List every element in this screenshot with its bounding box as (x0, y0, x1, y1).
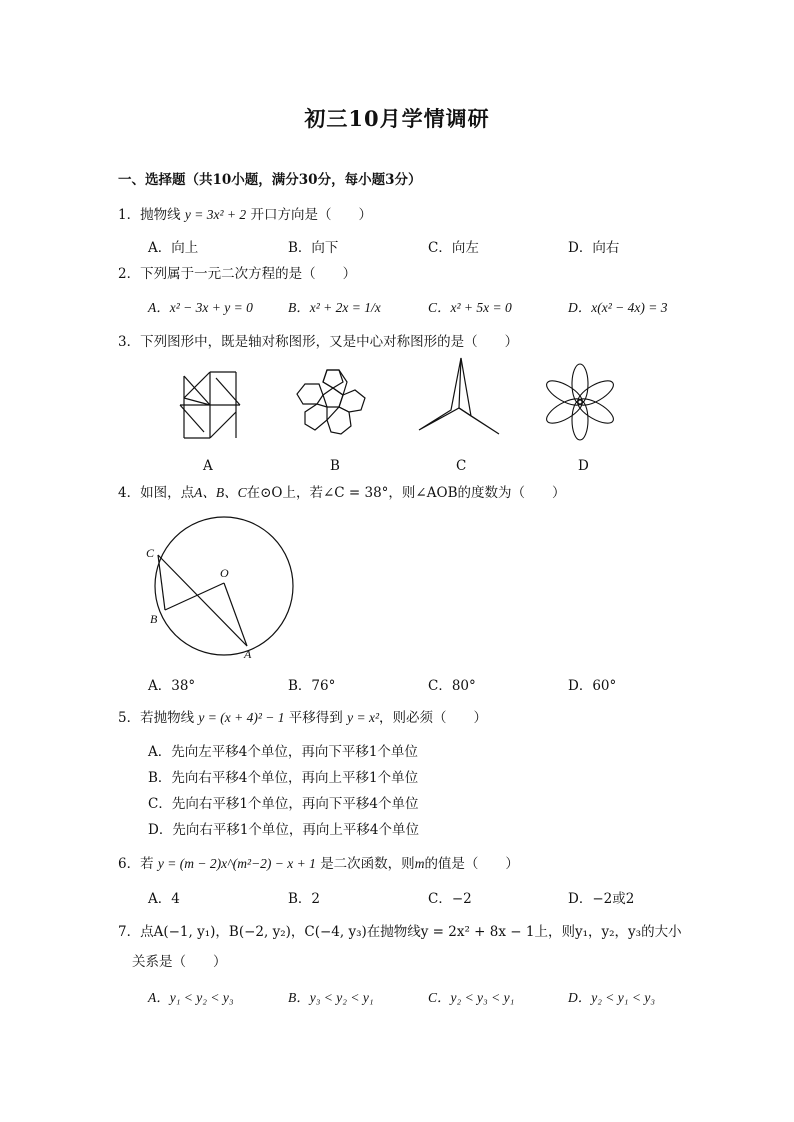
question-text: 若 (140, 856, 154, 872)
option-c[interactable]: C．y₂ < y₃ < y₁ (428, 990, 515, 1005)
option-d[interactable]: D．x(x² − 4x) = 3 (568, 300, 668, 315)
question-3 (118, 330, 518, 350)
option-b[interactable]: B．y₃ < y₂ < y₁ (288, 990, 374, 1005)
circle-figure (140, 515, 310, 665)
point-names: A、B、C (194, 485, 247, 500)
math-expression: y = (m − 2)x^(m²−2) − x + 1 (157, 856, 316, 871)
option-b[interactable]: B．先向右平移4个单位，再向上平移1个单位 (148, 770, 419, 786)
math-expression: y = (x + 4)² − 1 (198, 710, 285, 725)
question-number: 4． (118, 485, 141, 501)
question-text: 在⊙O上，若∠C = 38°，则∠AOB的度数为（ ） (246, 485, 566, 501)
question-text: 下列属于一元二次方程的是（ ） (140, 266, 357, 282)
option-a[interactable]: A．先向左平移4个单位，再向下平移1个单位 (148, 744, 418, 760)
option-b[interactable]: B．x² + 2x = 1/x (288, 300, 381, 315)
option-a[interactable]: A．4 (148, 891, 180, 907)
section-heading: 一、选择题（共10小题，满分30分，每小题3分） (118, 172, 422, 188)
question-2 (118, 262, 356, 282)
point-label-a: A (244, 647, 252, 661)
page-title: 初三10月学情调研 (304, 106, 490, 131)
option-c[interactable]: C．向左 (428, 240, 479, 256)
point-label-b: B (150, 612, 158, 626)
option-a[interactable]: A．38° (148, 678, 196, 694)
question-number: 1． (118, 207, 141, 223)
question-number: 6． (118, 856, 141, 872)
option-d[interactable]: D．60° (568, 678, 617, 694)
question-text: 下列图形中，既是轴对称图形，又是中心对称图形的是（ ） (140, 334, 519, 350)
question-text: 如图，点 (140, 485, 195, 501)
question-text: ，则必须（ ） (379, 710, 487, 726)
point-label-c: C (146, 546, 155, 560)
figure-d-flower (545, 362, 615, 442)
option-c[interactable]: C．先向右平移1个单位，再向下平移4个单位 (148, 796, 419, 812)
variable-m: m (414, 856, 425, 871)
question-text: 是二次函数，则 (320, 856, 415, 872)
question-number: 5． (118, 710, 141, 726)
point-label-o: O (220, 566, 229, 580)
question-7 (118, 920, 682, 940)
question-text: 抛物线 (140, 207, 181, 223)
question-text: 若抛物线 (140, 710, 195, 726)
question-5 (118, 706, 487, 726)
option-a[interactable]: A．y₁ < y₂ < y₃ (148, 990, 234, 1005)
option-c[interactable]: C．x² + 5x = 0 (428, 300, 512, 315)
figure-label-a: A (203, 458, 213, 474)
option-d[interactable]: D．向右 (568, 240, 620, 256)
question-text: 平移得到 (288, 710, 343, 726)
question-text: 的值是（ ） (424, 856, 519, 872)
question-6 (118, 852, 519, 872)
option-a[interactable]: A．x² − 3x + y = 0 (148, 300, 253, 315)
question-text: 点A(−1, y₁)，B(−2, y₂)，C(−4, y₃)在抛物线y = 2x² + 8x − 1上，则y₁，y₂，y₃的大小 (140, 924, 682, 940)
question-number: 7． (118, 924, 141, 940)
question-number: 3． (118, 334, 141, 350)
option-b[interactable]: B．向下 (288, 240, 339, 256)
question-4 (118, 481, 566, 501)
figure-label-b: B (330, 458, 340, 474)
figure-b-pentagons (285, 352, 381, 448)
question-7-continued: 关系是（ ） (132, 954, 227, 970)
option-c[interactable]: C．−2 (428, 891, 472, 907)
option-a[interactable]: A．向上 (148, 240, 199, 256)
option-d[interactable]: D．先向右平移1个单位，再向上平移4个单位 (148, 822, 420, 838)
figure-label-d: D (578, 458, 589, 474)
option-d[interactable]: D．y₂ < y₁ < y₃ (568, 990, 656, 1005)
figure-c-triangle-star (415, 356, 505, 438)
question-text: 开口方向是（ ） (250, 207, 372, 223)
option-c[interactable]: C．80° (428, 678, 476, 694)
question-1 (118, 203, 372, 223)
math-expression: y = x² (347, 710, 379, 725)
option-d[interactable]: D．−2或2 (568, 891, 635, 907)
figure-label-c: C (456, 458, 467, 474)
option-b[interactable]: B．76° (288, 678, 336, 694)
question-number: 2． (118, 266, 141, 282)
figure-a-pinwheel (178, 370, 242, 440)
option-b[interactable]: B．2 (288, 891, 321, 907)
math-expression: y = 3x² + 2 (184, 207, 247, 222)
